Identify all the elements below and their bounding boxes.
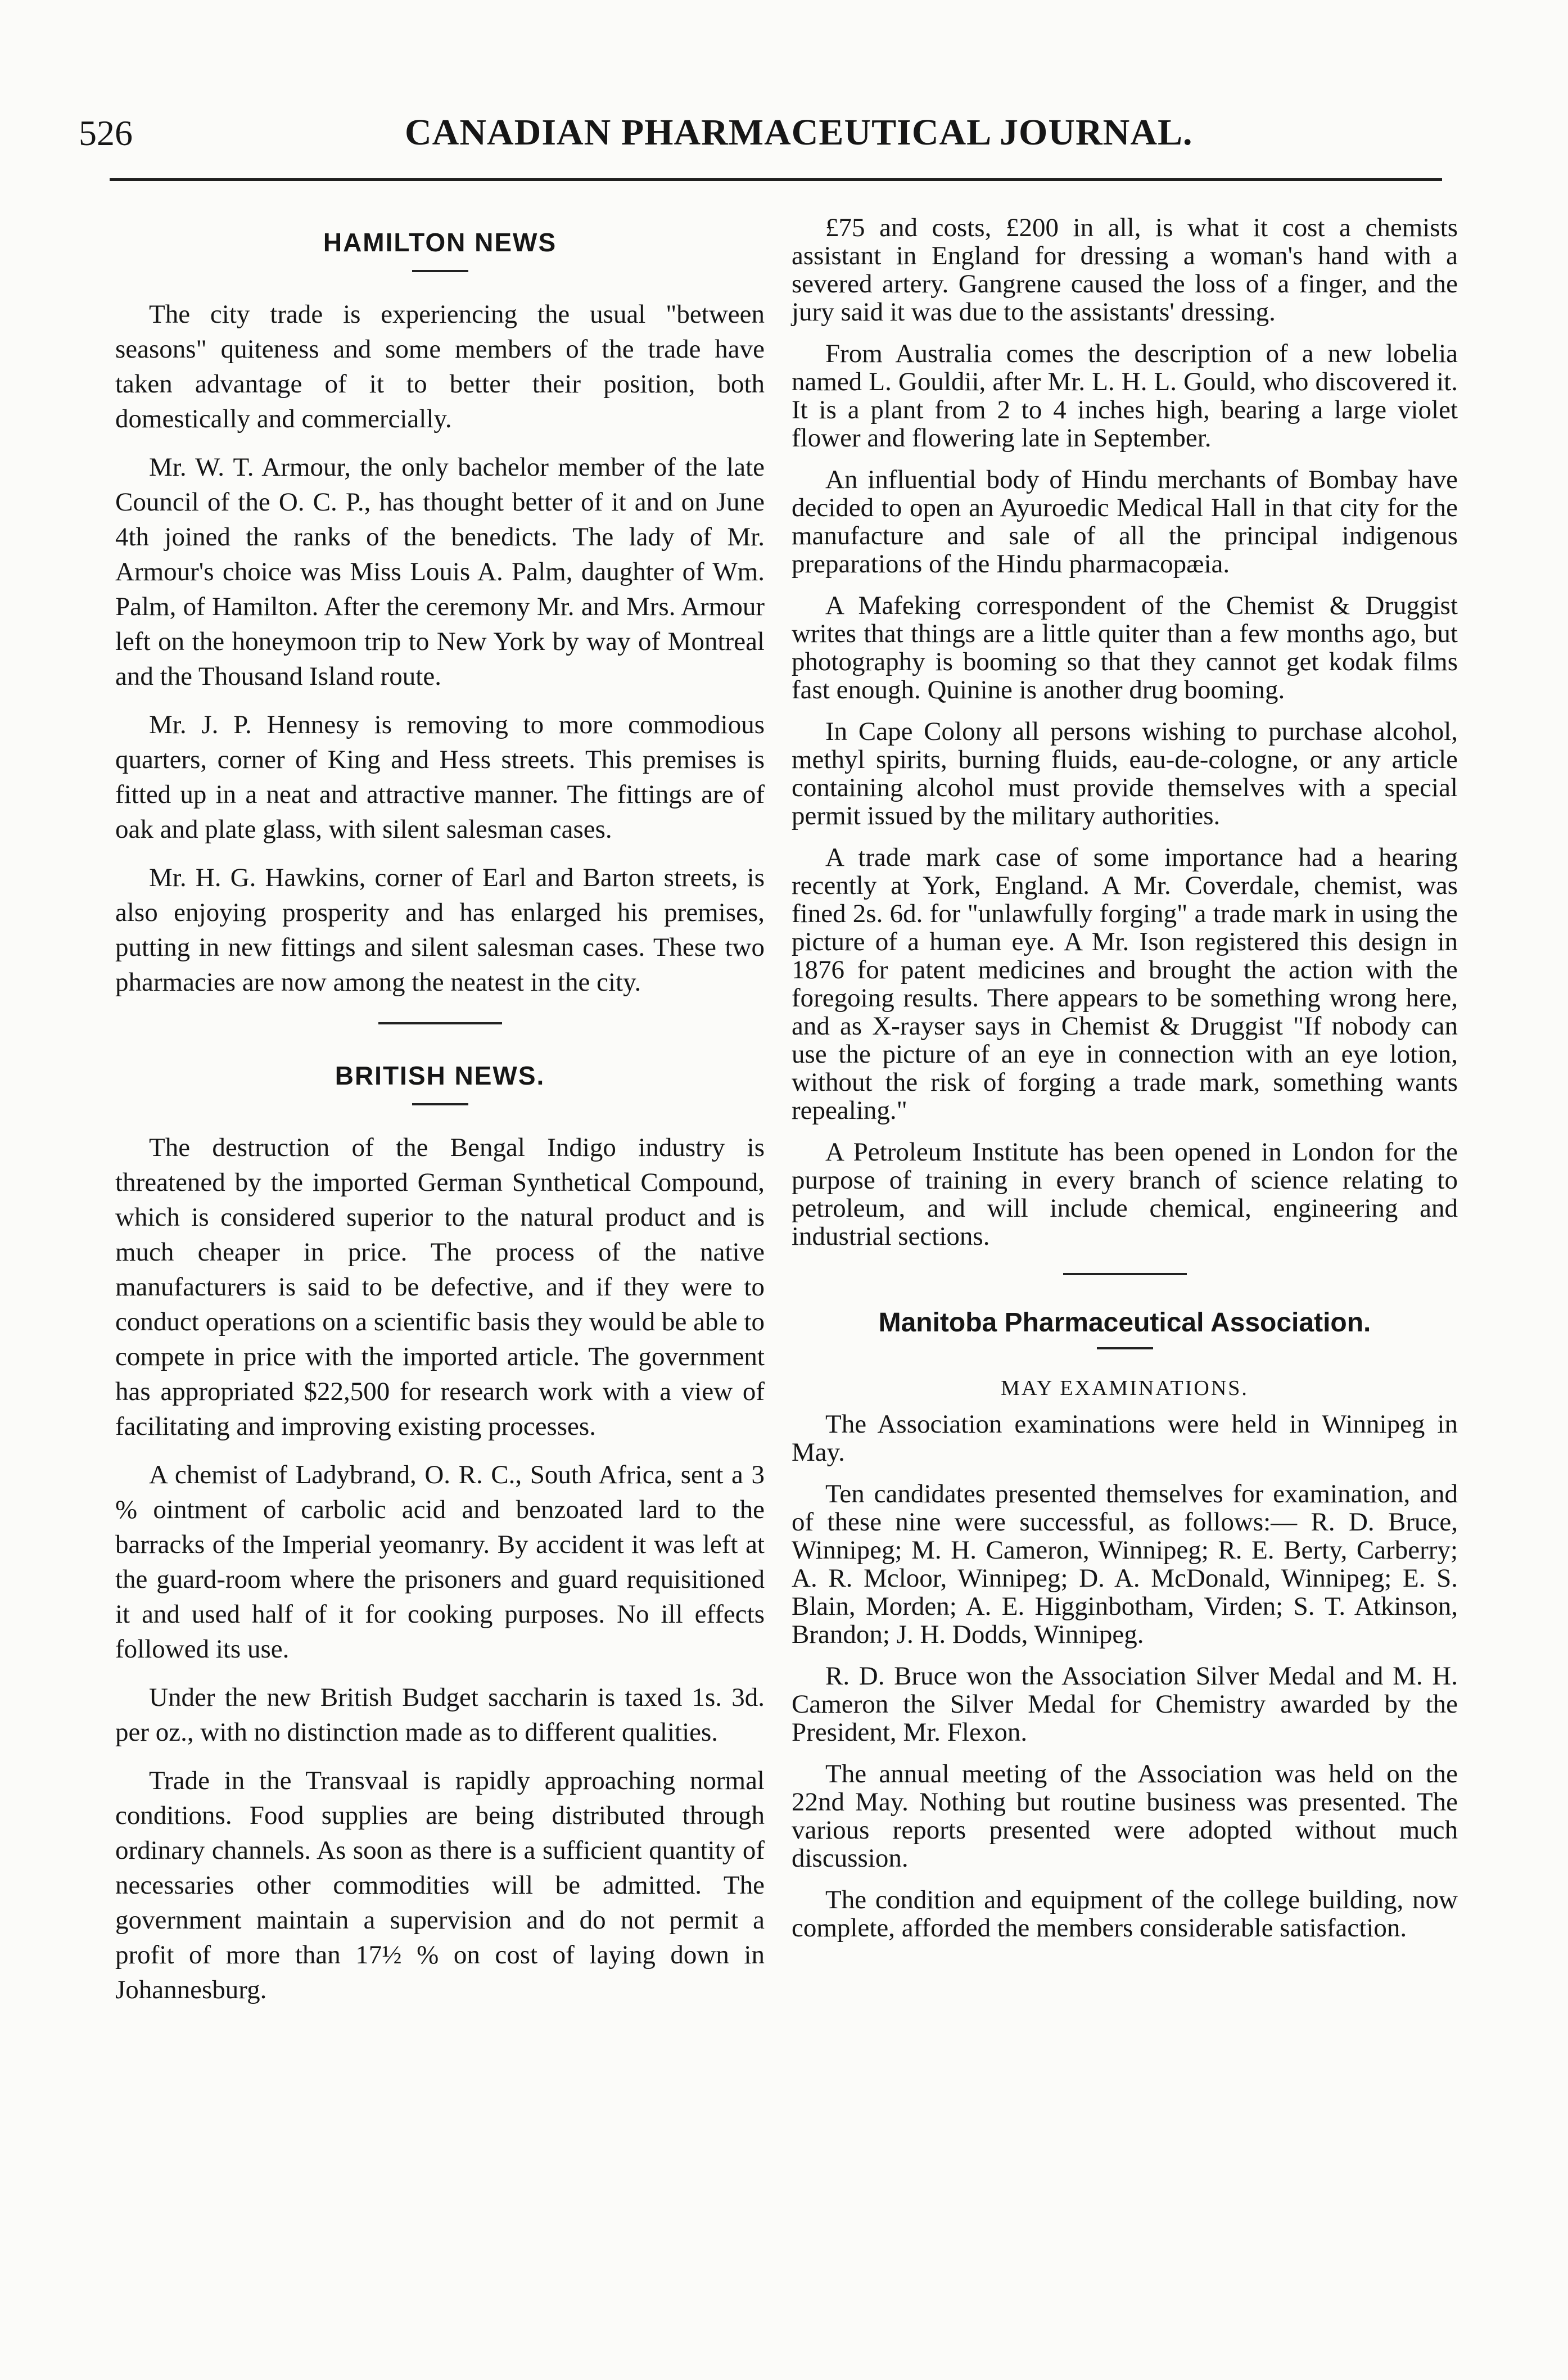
british-paragraph: A chemist of Ladybrand, O. R. C., South Africa, sent a 3 % ointment of carbolic acid and benzoated lard to the barracks of the Imperial yeomanry. By accident it was left at the guard-room where the prisoners and guard requisitioned it and used half of it for cooking purposes. No ill effects followed its use. — [115, 1460, 765, 1664]
manitoba-paragraph: R. D. Bruce won the Association Silver Medal and M. H. Cameron the Silver Medal for Chemistry awarded by the President, Mr. Flexon. — [792, 1661, 1458, 1747]
header-rule — [110, 178, 1442, 181]
hamilton-paragraph: The city trade is experiencing the usual "between seasons" quiteness and some members of the trade have taken advantage of it to better their position, both domestically and commercially. — [115, 300, 765, 433]
british-continued-paragraph: A Mafeking correspondent of the Chemist & Druggist writes that things are a little quiter than a few months ago, but photography is booming so that they cannot get kodak films fast enough. Quinine is another drug booming. — [792, 591, 1458, 704]
british-continued-paragraph: An influential body of Hindu merchants of Bombay have decided to open an Ayuroedic Medical Hall in that city for the manufacture and sale of all the principal indigenous preparations of the Hindu pharmacopæia. — [792, 465, 1458, 579]
british-continued-paragraph: A Petroleum Institute has been opened in London for the purpose of training in every branch of science relating to petroleum, and will include chemical, engineering and industrial sections. — [792, 1137, 1458, 1251]
manitoba-paragraph: Ten candidates presented themselves for examination, and of these nine were successful, as follows:— R. D. Bruce, Winnipeg; M. H. Cameron, Winnipeg; R. E. Berty, Carberry; A. R. Mcloor, Winnipeg; D. A. McDonald, Winnipeg; E. S. Blain, Morden; A. E. Higginbotham, Virden; S. T. Atkinson, Brandon; J. H. Dodds, Winnipeg. — [792, 1479, 1458, 1649]
section-rule — [378, 1022, 502, 1024]
british-continued-paragraph: In Cape Colony all persons wishing to purchase alcohol, methyl spirits, burning fluids, eau-de-cologne, or any article containing alcohol must provide themselves with a special permit issued by the military authorities. — [792, 717, 1458, 830]
manitoba-paragraph: The condition and equipment of the college building, now complete, afforded the members considerable satisfaction. — [792, 1885, 1458, 1943]
british-news-title: BRITISH NEWS. — [335, 1061, 545, 1090]
section-rule — [412, 1103, 468, 1105]
british-paragraph: Trade in the Transvaal is rapidly approaching normal conditions. Food supplies are being distributed through ordinary channels. As soon as there is a sufficient quantity of necessaries other commodities will be admitted. The government maintain a supervision and do not permit a profit of more than 17½ % on cost of laying down in Johannesburg. — [115, 1766, 765, 2004]
hamilton-paragraph: Mr. H. G. Hawkins, corner of Earl and Barton streets, is also enjoying prosperity and has enlarged his premises, putting in new fittings and silent salesman cases. These two pharmacies are now among the neatest in the city. — [115, 863, 765, 997]
british-continued-paragraph: £75 and costs, £200 in all, is what it cost a chemists assistant in England for dressing a woman's hand with a severed artery. Gangrene caused the loss of a finger, and the jury said it was due to the assistants' dressing. — [792, 213, 1458, 327]
right-column — [792, 214, 1458, 1956]
page-number: 526 — [79, 113, 133, 153]
section-rule — [1063, 1273, 1187, 1275]
section-rule — [1097, 1347, 1153, 1349]
british-paragraph: Under the new British Budget saccharin is taxed 1s. 3d. per oz., with no distinction made as to different qualities. — [115, 1683, 765, 1747]
hamilton-paragraph: Mr. J. P. Hennesy is removing to more commodious quarters, corner of King and Hess streets. This premises is fitted up in a neat and attractive manner. The fittings are of oak and plate glass, with silent salesman cases. — [115, 710, 765, 844]
british-paragraph: The destruction of the Bengal Indigo industry is threatened by the imported German Synthetical Compound, which is considered superior to the natural product and is much cheaper in price. The process of the native manufacturers is said to be defective, and if they were to conduct operations on a scientific basis they would be able to compete in price with the imported article. The government has appropriated $22,500 for research work with a view of facilitating and improving existing processes. — [115, 1133, 765, 1441]
section-rule — [412, 270, 468, 272]
manitoba-paragraph: The Association examinations were held in Winnipeg in May. — [792, 1410, 1458, 1467]
british-continued-paragraph: From Australia comes the description of a new lobelia named L. Gouldii, after Mr. L. H. L. Gould, who discovered it. It is a plant from 2 to 4 inches high, bearing a large violet flower and flowering late in September. — [792, 339, 1458, 453]
british-continued-paragraph: A trade mark case of some importance had a hearing recently at York, England. A Mr. Coverdale, chemist, was fined 2s. 6d. for "unlawfully forging" a trade mark in using the picture of a human eye. A Mr. Ison registered this design in 1876 for patent medicines and brought the action with the foregoing results. There appears to be something wrong here, and as X-rayser says in Chemist & Druggist "If nobody can use the picture of an eye in connection with an eye lotion, without the risk of forging a trade mark, something wants repealing." — [792, 843, 1458, 1125]
manitoba-paragraph: The annual meeting of the Association was held on the 22nd May. Nothing but routine business was presented. The various reports presented were adopted without much discussion. — [792, 1759, 1458, 1873]
hamilton-paragraph: Mr. W. T. Armour, the only bachelor member of the late Council of the O. C. P., has thought better of it and on June 4th joined the ranks of the benedicts. The lady of Mr. Armour's choice was Miss Louis A. Palm, daughter of Wm. Palm, of Hamilton. After the ceremony Mr. and Mrs. Armour left on the honeymoon trip to New York by way of Montreal and the Thousand Island route. — [115, 453, 765, 691]
hamilton-news-title: HAMILTON NEWS — [323, 228, 557, 257]
manitoba-title: Manitoba Pharmaceutical Association. — [878, 1308, 1371, 1338]
left-column — [115, 214, 765, 2021]
journal-title: CANADIAN PHARMACEUTICAL JOURNAL. — [405, 112, 1193, 153]
may-examinations-subhead: MAY EXAMINATIONS. — [1001, 1376, 1249, 1400]
